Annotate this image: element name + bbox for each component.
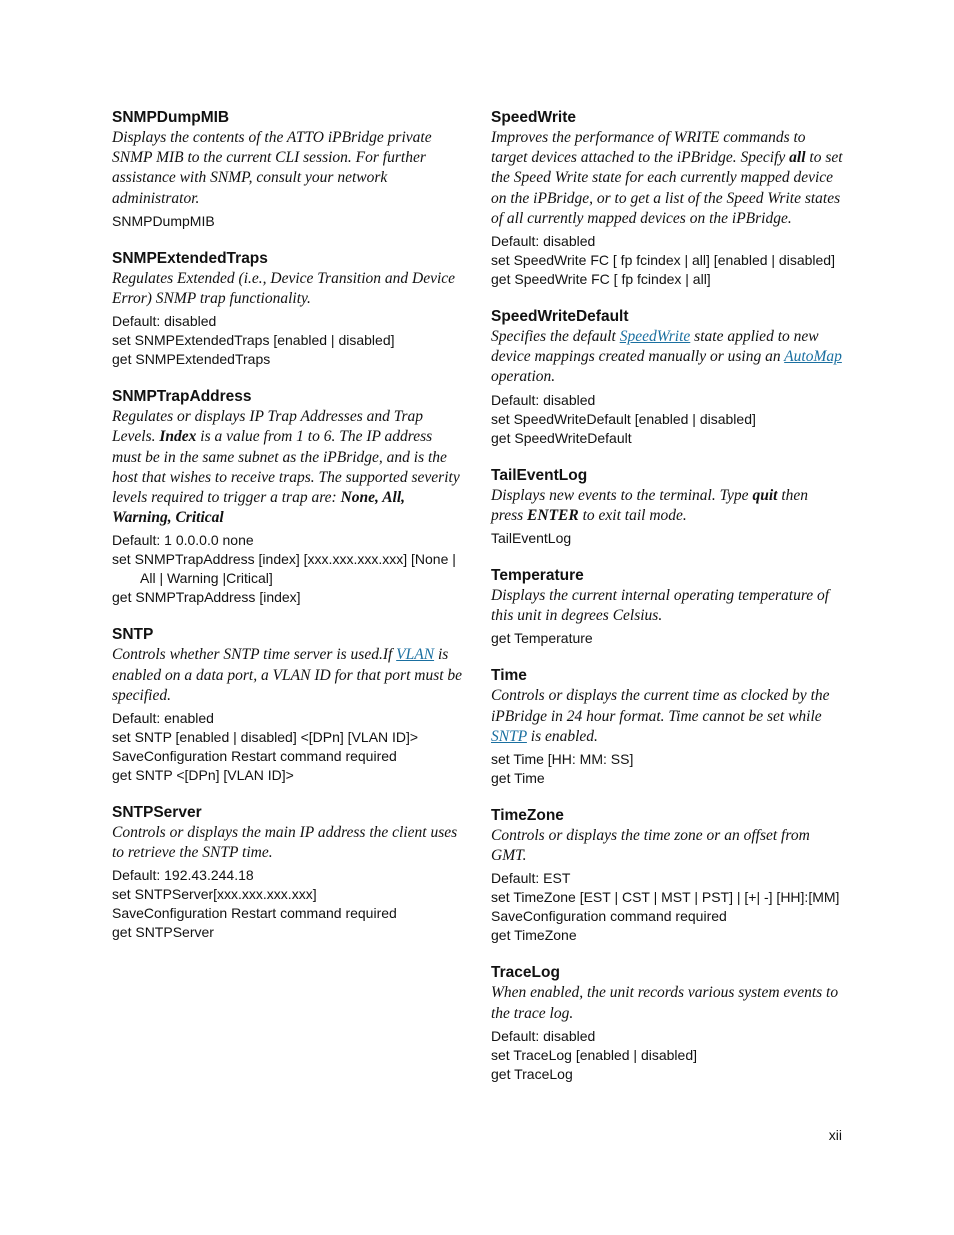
- entry-description: [112, 645, 464, 706]
- command-line: set SNMPTrapAddress [index] [xxx.xxx.xxx.xxx] [None | All | Warning |Critical]: [112, 551, 456, 587]
- entry-title: SNMPDumpMIB: [112, 109, 230, 126]
- command-line: set SNTP [enabled | disabled] <[DPn] [VLAN ID]>: [112, 729, 419, 746]
- description-text: Regulates or displays IP Trap Addresses and Trap Levels.: [112, 408, 424, 446]
- description-emphasis: Index: [159, 428, 197, 446]
- command-line: set TimeZone [EST | CST | MST | PST] | [+| -] [HH]:[MM]: [491, 889, 840, 906]
- command-line: get Time: [491, 770, 545, 787]
- command-line: get Temperature: [491, 630, 593, 647]
- entry-timezone: [491, 806, 843, 945]
- entry-snmptrapaddress: [112, 387, 464, 607]
- entry-title: Temperature: [491, 567, 584, 585]
- entry-title: TailEventLog: [491, 466, 588, 484]
- command-line: Default: disabled: [491, 233, 596, 250]
- entry-description: When enabled, the unit records various system events to the trace log.: [491, 984, 839, 1022]
- description-text: operation.: [491, 368, 556, 386]
- command-line: get SNMPTrapAddress [index]: [112, 589, 301, 606]
- command-line: TailEventLog: [491, 530, 572, 547]
- entry-title: TraceLog: [491, 964, 560, 982]
- right-column: [491, 108, 843, 1102]
- entry-description: [491, 327, 843, 388]
- command-line: SaveConfiguration command required: [491, 908, 727, 925]
- entry-description: Displays the contents of the ATTO iPBridge private SNMP MIB to the current CLI session. For further assistance with SNMP, consult your network administrator.: [112, 129, 432, 207]
- vlan-link[interactable]: VLAN: [396, 646, 435, 664]
- entry-title: SNTPServer: [112, 804, 202, 822]
- entry-description: Displays the current internal operating temperature of this unit in degrees Celsius.: [491, 587, 830, 625]
- entry-snmpdumpmib: [112, 108, 464, 231]
- command-line: Default: enabled: [112, 710, 214, 727]
- command-line: Default: EST: [491, 870, 571, 887]
- command-line: get TimeZone: [491, 927, 577, 944]
- description-text: then press: [491, 486, 808, 524]
- command-line: SaveConfiguration Restart command required: [112, 905, 397, 922]
- command-line: get SpeedWrite FC [ fp fcindex | all]: [491, 271, 711, 288]
- description-text: is enabled on a data port, a VLAN ID for that port must be specified.: [112, 646, 463, 704]
- command-line: set SNMPExtendedTraps [enabled | disabled]: [112, 332, 395, 349]
- description-emphasis: quit: [752, 486, 778, 504]
- entry-sntp: [112, 625, 464, 785]
- entry-speedwritedefault: [491, 307, 843, 448]
- command-line: SaveConfiguration Restart command required: [112, 748, 397, 765]
- left-column: [112, 108, 464, 960]
- command-line: get SNTPServer: [112, 924, 214, 941]
- sntp-link[interactable]: SNTP: [491, 727, 527, 745]
- description-text: Improves the performance of WRITE commands to target devices attached to the iPBridge. Specify: [491, 129, 806, 167]
- description-text: is a value from 1 to 6. The IP address must be in the same subnet as the iPBridge, and is the host that wishes to receive traps. The supported severity levels required to trigger a trap are:: [112, 428, 460, 507]
- command-line: set SNTPServer[xxx.xxx.xxx.xxx]: [112, 886, 317, 903]
- entry-speedwrite: [491, 108, 843, 289]
- command-line: Default: disabled: [491, 391, 596, 408]
- description-text: Specifies the default: [491, 328, 620, 346]
- command-line: Default: 1 0.0.0.0 none: [112, 532, 254, 549]
- description-emphasis: all: [789, 149, 806, 167]
- entry-title: SpeedWriteDefault: [491, 308, 629, 326]
- entry-description: [112, 407, 464, 528]
- entry-title: SpeedWrite: [491, 109, 576, 126]
- command-line: Default: 192.43.244.18: [112, 867, 254, 884]
- speedwrite-link[interactable]: SpeedWrite: [619, 328, 691, 346]
- entry-description: Controls or displays the time zone or an offset from GMT.: [491, 827, 810, 865]
- description-text: Displays new events to the terminal. Type: [491, 486, 753, 504]
- command-line: set SpeedWrite FC [ fp fcindex | all] [enabled | disabled]: [491, 252, 835, 269]
- command-line: get SNMPExtendedTraps: [112, 351, 271, 368]
- entry-title: TimeZone: [491, 807, 564, 825]
- entry-description: [491, 486, 843, 526]
- entry-title: SNMPExtendedTraps: [112, 249, 268, 267]
- command-line: set Time [HH: MM: SS]: [491, 751, 634, 768]
- command-line: get SpeedWriteDefault: [491, 429, 632, 446]
- entry-temperature: [491, 566, 843, 648]
- command-line: set TraceLog [enabled | disabled]: [491, 1046, 698, 1063]
- description-text: is enabled.: [526, 727, 598, 745]
- entry-sntpserver: [112, 803, 464, 942]
- entry-description: Regulates Extended (i.e., Device Transition and Device Error) SNMP trap functionality.: [112, 269, 456, 308]
- entry-taileventlog: [491, 466, 843, 548]
- entry-title: SNTP: [112, 626, 154, 644]
- entry-snmpextendedtraps: [112, 249, 464, 369]
- command-line: Default: disabled: [491, 1027, 596, 1044]
- entry-description: Controls or displays the main IP address the client uses to retrieve the SNTP time.: [112, 824, 458, 862]
- command-line: get TraceLog: [491, 1065, 573, 1082]
- command-line: get SNTP <[DPn] [VLAN ID]>: [112, 767, 294, 784]
- entry-time: [491, 666, 843, 788]
- description-text: to set the Speed Write state for each currently mapped device on the iPBridge, or to get a list of the Speed Write states of all currently mapped devices on the iPBridge.: [491, 149, 843, 227]
- entry-title: Time: [491, 667, 527, 685]
- description-text: state applied to new device mappings created manually or using an: [491, 328, 819, 366]
- entry-tracelog: [491, 963, 843, 1083]
- entry-description: [491, 686, 843, 747]
- description-text: Controls whether SNTP time server is used.If: [112, 646, 397, 664]
- command-line: set SpeedWriteDefault [enabled | disabled]: [491, 410, 756, 427]
- description-text: Controls or displays the current time as clocked by the iPBridge in 24 hour format. Time cannot be set while: [491, 687, 830, 725]
- page-number: xii: [828, 1127, 842, 1143]
- description-emphasis: ENTER: [527, 506, 579, 524]
- automap-link[interactable]: AutoMap: [784, 348, 842, 366]
- description-text: to exit tail mode.: [578, 506, 687, 524]
- command-line: SNMPDumpMIB: [112, 212, 215, 229]
- entry-title: SNMPTrapAddress: [112, 388, 252, 406]
- command-line: Default: disabled: [112, 313, 217, 330]
- description-emphasis: None, All, Warning, Critical: [112, 489, 406, 527]
- entry-description: [491, 128, 843, 229]
